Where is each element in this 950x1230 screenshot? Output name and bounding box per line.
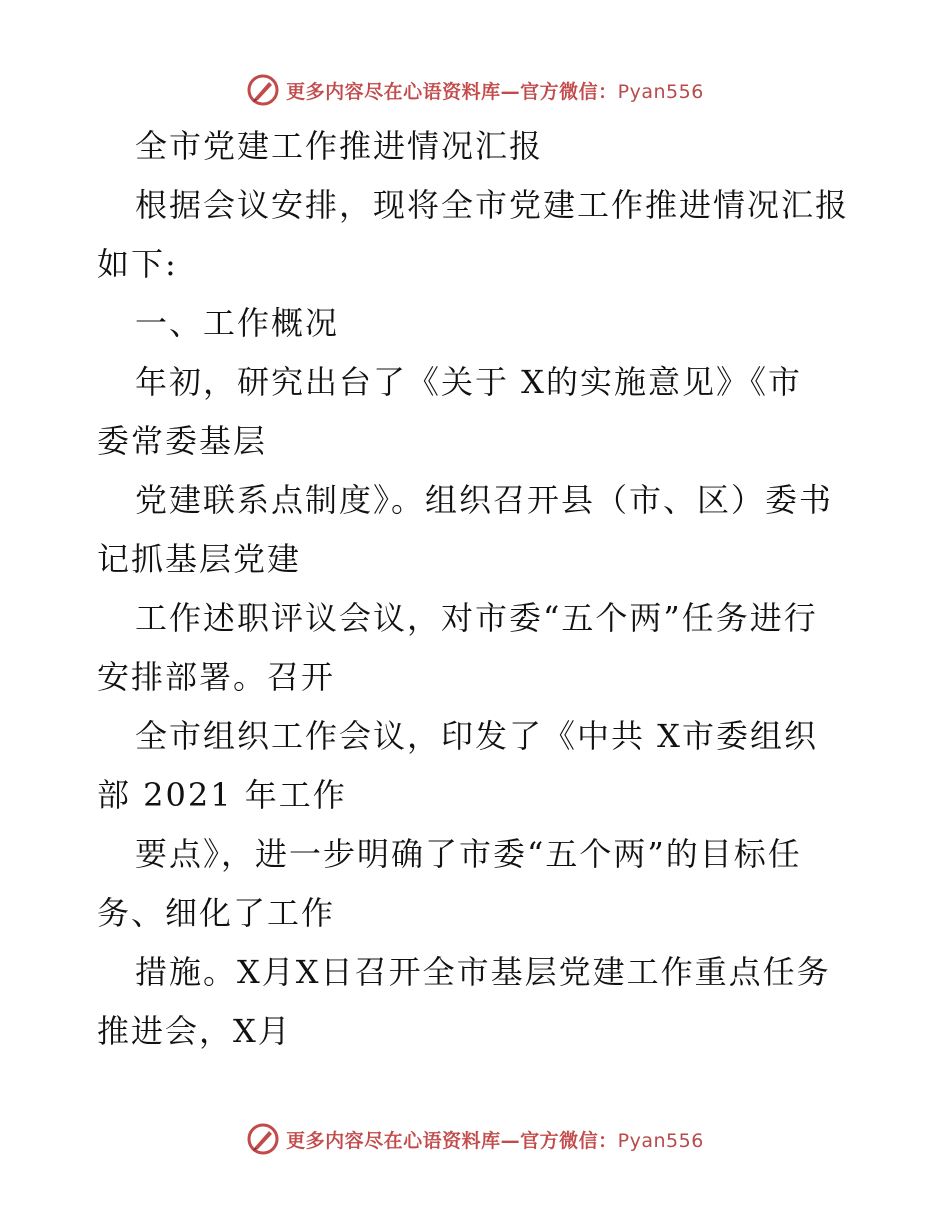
- text-line: 安排部署。召开: [97, 658, 336, 696]
- text-line: 委常委基层: [97, 422, 268, 460]
- header-watermark: [0, 70, 950, 110]
- text-line: 根据会议安排，现将全市党建工作推进情况汇报: [135, 186, 850, 224]
- text-line: 记抓基层党建: [97, 540, 302, 578]
- text-line: 工作述职评议会议，对市委“五个两”任务进行: [135, 599, 818, 637]
- document-body: [97, 117, 857, 1061]
- watermark-text: 更多内容尽在心语资料库—官方微信：Pyan556: [286, 80, 704, 103]
- text-line: 全市组织工作会议，印发了《中共 X市委组织: [135, 717, 818, 755]
- text-line: 全市党建工作推进情况汇报: [135, 127, 544, 165]
- text-line: 一、工作概况: [135, 304, 340, 342]
- text-line: 如下:: [97, 245, 178, 283]
- text-line: 要点》，进一步明确了市委“五个两”的目标任: [135, 835, 802, 873]
- footer-watermark: [0, 1119, 950, 1159]
- watermark-text: 更多内容尽在心语资料库—官方微信：Pyan556: [286, 1129, 704, 1152]
- text-line: 年初，研究出台了《关于 X的实施意见》《市: [135, 363, 802, 401]
- pen-logo-icon: [246, 73, 280, 107]
- text-line: 部 2021 年工作: [97, 776, 347, 814]
- text-line: 措施。X月X日召开全市基层党建工作重点任务: [135, 953, 831, 991]
- text-line: 推进会，X月: [97, 1012, 292, 1050]
- pen-logo-icon: [246, 1122, 280, 1156]
- text-line: 党建联系点制度》。组织召开县（市、区）委书: [135, 481, 834, 519]
- text-line: 务、细化了工作: [97, 894, 336, 932]
